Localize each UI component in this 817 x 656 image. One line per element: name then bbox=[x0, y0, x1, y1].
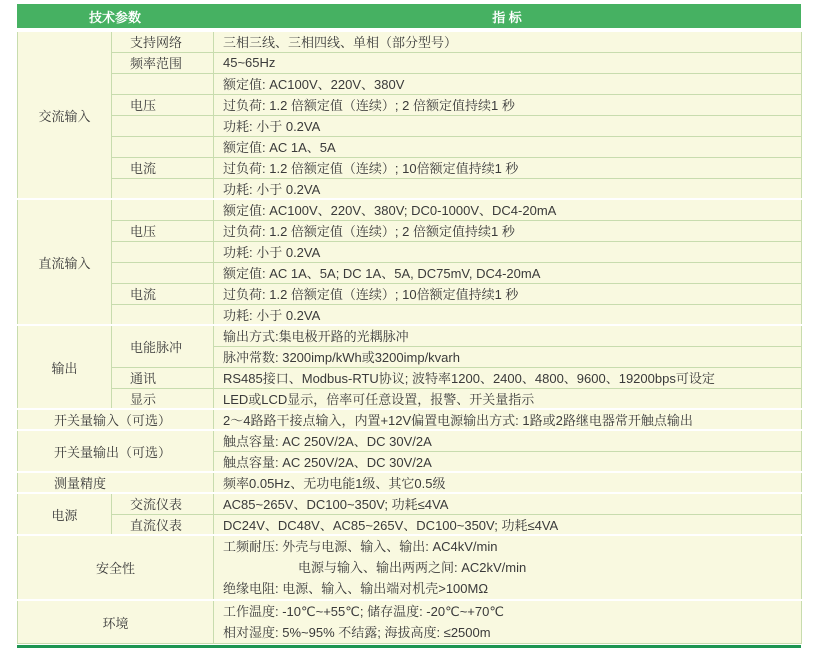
spec-line: 电源与输入、输出两两之间: AC2kV/min bbox=[298, 560, 527, 575]
spec-value: 2～4路路干接点输入，内置+12V偏置电源输出方式: 1路或2路继电器常开触点输出 bbox=[214, 409, 802, 430]
table-row bbox=[18, 472, 802, 493]
table-row bbox=[18, 430, 802, 451]
spec-line: 工作温度: -10℃~+55℃; 储存温度: -20℃~+70℃ bbox=[223, 604, 504, 619]
spec-value: 频率0.05Hz、无功电能1级、其它0.5级 bbox=[214, 472, 802, 493]
table-row bbox=[18, 493, 802, 514]
table-row bbox=[18, 304, 802, 325]
table-row bbox=[18, 157, 802, 178]
table-row bbox=[18, 73, 802, 94]
sub-label-empty bbox=[112, 304, 214, 325]
table-row bbox=[18, 220, 802, 241]
sub-label-empty bbox=[112, 178, 214, 199]
table-row bbox=[18, 94, 802, 115]
sub-label: 通讯 bbox=[112, 367, 214, 388]
section-label-ac-input: 交流输入 bbox=[18, 31, 112, 199]
sub-label: 电压 bbox=[112, 94, 214, 115]
section-label-accuracy: 测量精度 bbox=[18, 472, 214, 493]
spec-value: 额定值: AC100V、220V、380V; DC0-1000V、DC4-20mA bbox=[214, 199, 802, 220]
spec-value-multiline bbox=[214, 600, 802, 644]
table-row bbox=[18, 514, 802, 535]
sub-label: 电压 bbox=[112, 220, 214, 241]
table-row bbox=[18, 262, 802, 283]
section-label-output: 输出 bbox=[18, 325, 112, 409]
section-label-switch-output: 开关量输出（可选） bbox=[18, 430, 214, 472]
sub-label-energy-pulse: 电能脉冲 bbox=[112, 325, 214, 367]
header-spec-column: 指 标 bbox=[492, 9, 522, 25]
table-row bbox=[18, 388, 802, 409]
table-header bbox=[17, 4, 801, 28]
spec-value: 功耗: 小于 0.2VA bbox=[214, 178, 802, 199]
section-label-dc-input: 直流输入 bbox=[18, 199, 112, 325]
table-row bbox=[18, 409, 802, 430]
spec-value: 输出方式:集电极开路的光耦脉冲 bbox=[214, 325, 802, 346]
table-row bbox=[18, 241, 802, 262]
spec-value: 触点容量: AC 250V/2A、DC 30V/2A bbox=[214, 451, 802, 472]
spec-value: 触点容量: AC 250V/2A、DC 30V/2A bbox=[214, 430, 802, 451]
table-row bbox=[18, 52, 802, 73]
table-row bbox=[18, 535, 802, 600]
spec-value: RS485接口、Modbus-RTU协议; 波特率1200、2400、4800、9600、19200bps可设定 bbox=[214, 367, 802, 388]
sub-label: 频率范围 bbox=[112, 52, 214, 73]
section-label-power: 电源 bbox=[18, 493, 112, 535]
spec-value: 额定值: AC 1A、5A; DC 1A、5A, DC75mV, DC4-20mA bbox=[214, 262, 802, 283]
spec-value: LED或LCD显示，倍率可任意设置，报警、开关量指示 bbox=[214, 388, 802, 409]
spec-value: 额定值: AC 1A、5A bbox=[214, 136, 802, 157]
spec-value: 功耗: 小于 0.2VA bbox=[214, 115, 802, 136]
sub-label: 电流 bbox=[112, 157, 214, 178]
sub-label: 直流仪表 bbox=[112, 514, 214, 535]
section-label-switch-input: 开关量输入（可选） bbox=[18, 409, 214, 430]
sub-label-empty bbox=[112, 241, 214, 262]
table-row bbox=[18, 283, 802, 304]
spec-value: 三相三线、三相四线、单相（部分型号） bbox=[214, 31, 802, 52]
sub-label: 交流仪表 bbox=[112, 493, 214, 514]
section-label-environment: 环境 bbox=[18, 600, 214, 644]
table-row bbox=[18, 115, 802, 136]
spec-value: 45~65Hz bbox=[214, 52, 802, 73]
spec-table-body bbox=[17, 30, 802, 644]
spec-value: 过负荷: 1.2 倍额定值（连续）; 2 倍额定值持续1 秒 bbox=[214, 220, 802, 241]
spec-value: 过负荷: 1.2 倍额定值（连续）; 10倍额定值持续1 秒 bbox=[214, 283, 802, 304]
spec-line: 相对湿度: 5%~95% 不结露; 海拔高度: ≤2500m bbox=[223, 625, 491, 640]
bottom-rule bbox=[17, 645, 801, 648]
table-row bbox=[18, 178, 802, 199]
sub-label: 电流 bbox=[112, 283, 214, 304]
spec-line: 工频耐压: 外壳与电源、输入、输出: AC4kV/min bbox=[223, 539, 498, 554]
spec-value: 脉冲常数: 3200imp/kWh或3200imp/kvarh bbox=[214, 346, 802, 367]
spec-value: AC85~265V、DC100~350V; 功耗≤4VA bbox=[214, 493, 802, 514]
sub-label-empty bbox=[112, 115, 214, 136]
table-row bbox=[18, 325, 802, 346]
spec-value: 额定值: AC100V、220V、380V bbox=[214, 73, 802, 94]
spec-value: 功耗: 小于 0.2VA bbox=[214, 304, 802, 325]
spec-value: DC24V、DC48V、AC85~265V、DC100~350V; 功耗≤4VA bbox=[214, 514, 802, 535]
table-row bbox=[18, 31, 802, 52]
table-row bbox=[18, 199, 802, 220]
spec-line: 绝缘电阻: 电源、输入、输出端对机壳>100MΩ bbox=[223, 581, 489, 596]
spec-value: 功耗: 小于 0.2VA bbox=[214, 241, 802, 262]
sub-label: 支持网络 bbox=[112, 31, 214, 52]
sub-label-empty bbox=[112, 262, 214, 283]
section-label-safety: 安全性 bbox=[18, 535, 214, 600]
spec-table bbox=[17, 4, 801, 648]
spec-value-multiline bbox=[214, 535, 802, 600]
header-params-column: 技术参数 bbox=[88, 9, 141, 25]
table-row bbox=[18, 136, 802, 157]
sub-label: 显示 bbox=[112, 388, 214, 409]
sub-label-empty bbox=[112, 73, 214, 94]
sub-label-empty bbox=[112, 199, 214, 220]
table-row bbox=[18, 600, 802, 644]
table-row bbox=[18, 367, 802, 388]
sub-label-empty bbox=[112, 136, 214, 157]
spec-value: 过负荷: 1.2 倍额定值（连续）; 2 倍额定值持续1 秒 bbox=[214, 94, 802, 115]
spec-value: 过负荷: 1.2 倍额定值（连续）; 10倍额定值持续1 秒 bbox=[214, 157, 802, 178]
